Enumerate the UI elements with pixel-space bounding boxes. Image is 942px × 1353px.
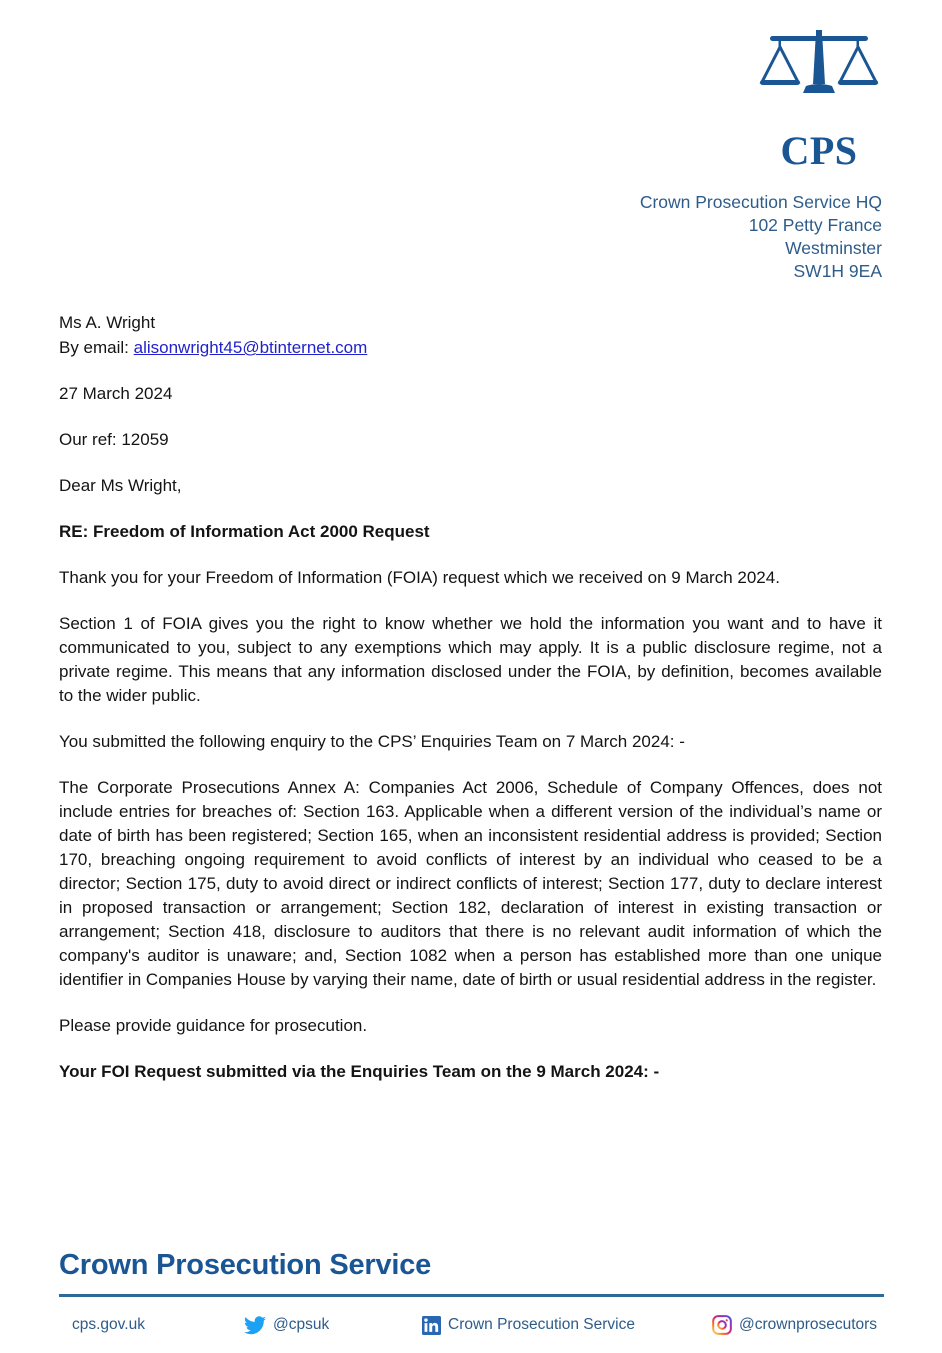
scales-of-justice-icon	[754, 24, 884, 124]
recipient-block	[59, 310, 882, 360]
address-line: Westminster	[785, 238, 882, 258]
body-paragraph-1: Thank you for your Freedom of Information (FOIA) request which we received on 9 March 2024.	[59, 568, 780, 587]
linkedin-icon	[422, 1316, 441, 1335]
footer-instagram-label: @crownprosecutors	[739, 1316, 878, 1333]
footer-instagram-link[interactable]	[712, 1315, 877, 1335]
letter-reference: Our ref: 12059	[59, 430, 169, 449]
cps-wordmark: CPS	[780, 128, 858, 173]
body-paragraph-2: Section 1 of FOIA gives you the right to know whether we hold the information you want and to have it communicated to you, subject to any exemptions which may apply. It is a public disclosure regime, not a private regime. This means that any information disclosed under the FOIA, by definition, becomes available to the wider public.	[59, 614, 882, 705]
footer-website-link[interactable]	[59, 1316, 244, 1334]
address-line: 102 Petty France	[748, 215, 882, 235]
recipient-email-line	[59, 335, 882, 360]
letter-date: 27 March 2024	[59, 384, 173, 403]
address-line: Crown Prosecution Service HQ	[639, 192, 882, 212]
recipient-email-link[interactable]: alisonwright45@btinternet.com	[133, 338, 368, 357]
footer-linkedin-link[interactable]	[422, 1316, 712, 1335]
body-paragraph-5: Please provide guidance for prosecution.	[59, 1016, 368, 1035]
footer-twitter-label: @cpsuk	[273, 1316, 330, 1333]
footer-divider	[59, 1294, 884, 1297]
footer-twitter-link[interactable]	[244, 1316, 422, 1335]
page-footer	[59, 1249, 884, 1335]
footer-website-label: cps.gov.uk	[72, 1316, 145, 1333]
footer-title: Crown Prosecution Service	[59, 1249, 432, 1281]
body-paragraph-6: Your FOI Request submitted via the Enquiries Team on the 9 March 2024: -	[59, 1062, 660, 1081]
footer-links	[59, 1315, 884, 1335]
body-paragraph-4: The Corporate Prosecutions Annex A: Companies Act 2006, Schedule of Company Offences, does not include entries for breaches of: Section 163. Applicable when a different version of the individual’s name or date of birth has been registered; Section 165, when an inconsistent residential address is provided; Section 170, breaching ongoing requirement to avoid conflicts of interest by an individual who ceased to be a director; Section 175, duty to avoid direct or indirect conflicts of interest; Section 177, duty to declare interest in proposed transaction or arrangement; Section 182, declaration of interest in existing transaction or arrangement; Section 418, disclosure to auditors that there is no relevant audit information of which the company's auditor is unaware; and, Section 1082 when a person has established more than one unique identifier in Companies House by varying their name, date of birth or usual residential address in the register.	[59, 778, 882, 989]
cps-logo	[754, 24, 884, 171]
instagram-icon	[712, 1315, 732, 1335]
subject-line: RE: Freedom of Information Act 2000 Request	[59, 522, 430, 541]
email-prefix-label: By email:	[59, 338, 134, 357]
footer-linkedin-label: Crown Prosecution Service	[448, 1316, 635, 1333]
address-line: SW1H 9EA	[793, 261, 882, 281]
body-paragraph-3: You submitted the following enquiry to the CPS’ Enquiries Team on 7 March 2024: -	[59, 732, 685, 751]
recipient-name: Ms A. Wright	[59, 313, 156, 332]
sender-address	[640, 191, 882, 283]
twitter-icon	[244, 1316, 266, 1335]
letter-body	[59, 310, 882, 1106]
salutation: Dear Ms Wright,	[59, 476, 182, 495]
